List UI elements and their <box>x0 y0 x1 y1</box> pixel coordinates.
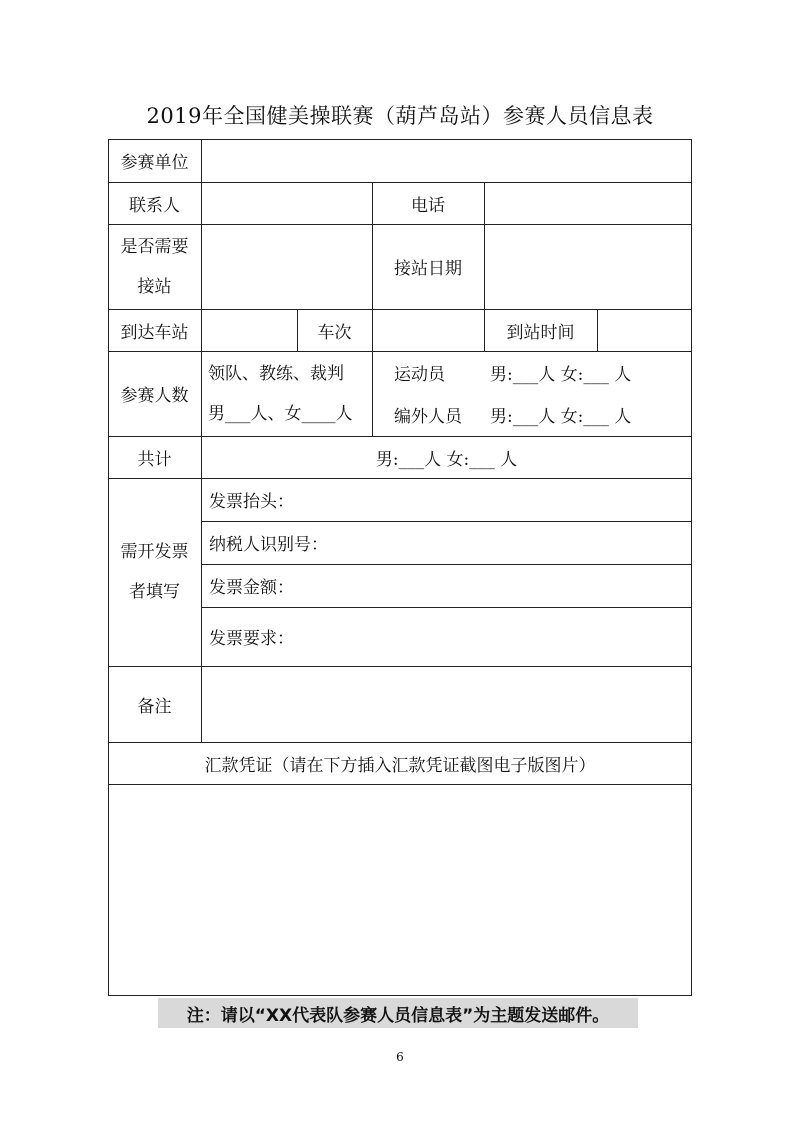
pickup-field[interactable] <box>202 224 372 309</box>
pickup-label-line1: 是否需要 <box>120 236 189 257</box>
staff-block <box>208 351 372 436</box>
staff-label: 领队、教练、裁判 <box>208 363 344 384</box>
arrival-time-label: 到站时间 <box>506 322 575 343</box>
invoice-title-field[interactable]: 发票抬头： <box>209 492 294 512</box>
phone-label: 电话 <box>411 195 445 216</box>
form-title: 2019年全国健美操联赛（葫芦岛站）参赛人员信息表 <box>146 104 654 128</box>
page-number: 6 <box>396 1050 404 1064</box>
pickup-label <box>108 224 201 309</box>
extra-label: 编外人员 <box>394 407 462 427</box>
invoice-label-line2: 者填写 <box>129 582 180 602</box>
arrival-date-field[interactable] <box>485 224 691 309</box>
train-label: 车次 <box>317 322 352 343</box>
phone-field[interactable] <box>485 182 691 224</box>
email-note: 注：请以“XX代表队参赛人员信息表”为主题发送邮件。 <box>158 998 638 1028</box>
remark-label: 备注 <box>137 696 172 717</box>
extra-count[interactable]: 男:___人 女:___ 人 <box>490 407 632 427</box>
participants-label: 参赛人数 <box>120 386 189 406</box>
voucher-image-area[interactable] <box>109 785 691 995</box>
remark-field[interactable] <box>202 666 691 742</box>
arrival-date-label: 接站日期 <box>394 259 462 279</box>
contact-field[interactable] <box>202 182 372 224</box>
station-field[interactable] <box>202 309 297 351</box>
invoice-label-line1: 需开发票 <box>120 542 189 562</box>
station-label: 到达车站 <box>120 322 189 343</box>
total-label: 共计 <box>137 449 172 470</box>
athletes-label: 运动员 <box>394 364 445 385</box>
unit-field[interactable] <box>202 139 691 182</box>
tax-id-field[interactable]: 纳税人识别号： <box>209 535 328 555</box>
invoice-amount-field[interactable]: 发票金额： <box>209 578 294 598</box>
train-field[interactable] <box>373 309 484 351</box>
staff-count[interactable]: 男___人、女____人 <box>208 403 353 424</box>
unit-label: 参赛单位 <box>120 153 189 173</box>
invoice-label <box>108 478 201 666</box>
arrival-time-field[interactable] <box>598 309 691 351</box>
contact-label: 联系人 <box>129 195 180 216</box>
voucher-header: 汇款凭证（请在下方插入汇款凭证截图电子版图片） <box>204 755 596 776</box>
athletes-count[interactable]: 男:___人 女:___ 人 <box>490 364 632 385</box>
invoice-requirement-field[interactable]: 发票要求： <box>209 629 294 649</box>
total-count[interactable]: 男:___人 女:___ 人 <box>375 449 518 470</box>
pickup-label-line2: 接站 <box>137 276 172 297</box>
